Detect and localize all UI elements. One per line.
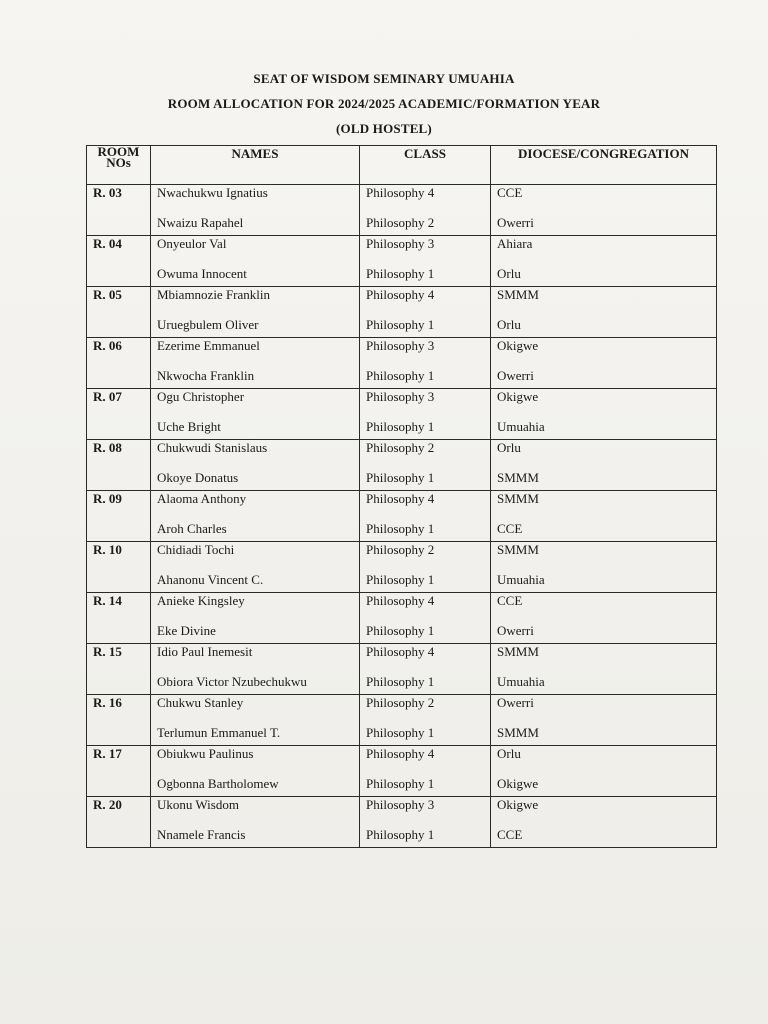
room-number-cell xyxy=(87,669,151,695)
diocese-cell: Orlu xyxy=(491,746,717,772)
table-row xyxy=(87,797,717,823)
diocese-cell: Umuahia xyxy=(491,414,717,440)
diocese-cell: SMMM xyxy=(491,287,717,313)
table-row xyxy=(87,771,717,797)
name-cell: Ogu Christopher xyxy=(151,389,360,415)
diocese-cell: Okigwe xyxy=(491,771,717,797)
name-cell: Nwaizu Rapahel xyxy=(151,210,360,236)
class-cell: Philosophy 4 xyxy=(360,287,491,313)
diocese-cell: Orlu xyxy=(491,440,717,466)
name-cell: Idio Paul Inemesit xyxy=(151,644,360,670)
class-cell: Philosophy 3 xyxy=(360,236,491,262)
table-row xyxy=(87,440,717,466)
table-row xyxy=(87,389,717,415)
diocese-cell: Okigwe xyxy=(491,389,717,415)
room-number-cell xyxy=(87,567,151,593)
names-column-header: NAMES xyxy=(151,146,360,185)
class-cell: Philosophy 1 xyxy=(360,516,491,542)
table-row xyxy=(87,185,717,211)
class-cell: Philosophy 1 xyxy=(360,822,491,848)
diocese-cell: Umuahia xyxy=(491,669,717,695)
table-row xyxy=(87,542,717,568)
name-cell: Terlumun Emmanuel T. xyxy=(151,720,360,746)
room-number-cell xyxy=(87,516,151,542)
diocese-cell: CCE xyxy=(491,822,717,848)
class-cell: Philosophy 1 xyxy=(360,669,491,695)
diocese-cell: SMMM xyxy=(491,720,717,746)
room-number-cell xyxy=(87,414,151,440)
diocese-cell: Ahiara xyxy=(491,236,717,262)
class-cell: Philosophy 1 xyxy=(360,720,491,746)
name-cell: Obiukwu Paulinus xyxy=(151,746,360,772)
class-cell: Philosophy 4 xyxy=(360,185,491,211)
diocese-cell: Umuahia xyxy=(491,567,717,593)
room-number-cell: R. 06 xyxy=(87,338,151,364)
room-number-cell xyxy=(87,261,151,287)
room-number-cell xyxy=(87,822,151,848)
diocese-cell: SMMM xyxy=(491,491,717,517)
room-number-cell xyxy=(87,312,151,338)
class-cell: Philosophy 2 xyxy=(360,440,491,466)
name-cell: Ukonu Wisdom xyxy=(151,797,360,823)
room-number-cell: R. 14 xyxy=(87,593,151,619)
class-cell: Philosophy 2 xyxy=(360,695,491,721)
table-row xyxy=(87,491,717,517)
class-cell: Philosophy 1 xyxy=(360,618,491,644)
diocese-cell: Okigwe xyxy=(491,797,717,823)
class-cell: Philosophy 1 xyxy=(360,363,491,389)
name-cell: Chidiadi Tochi xyxy=(151,542,360,568)
table-row xyxy=(87,363,717,389)
class-cell: Philosophy 4 xyxy=(360,491,491,517)
table-row xyxy=(87,695,717,721)
diocese-cell: CCE xyxy=(491,593,717,619)
table-row xyxy=(87,338,717,364)
name-cell: Ezerime Emmanuel xyxy=(151,338,360,364)
name-cell: Anieke Kingsley xyxy=(151,593,360,619)
room-number-cell: R. 15 xyxy=(87,644,151,670)
table-row xyxy=(87,669,717,695)
name-cell: Ahanonu Vincent C. xyxy=(151,567,360,593)
table-row xyxy=(87,567,717,593)
table-header-row xyxy=(87,146,717,185)
name-cell: Aroh Charles xyxy=(151,516,360,542)
room-number-cell: R. 05 xyxy=(87,287,151,313)
diocese-cell: CCE xyxy=(491,516,717,542)
table-row xyxy=(87,644,717,670)
diocese-cell: Owerri xyxy=(491,695,717,721)
class-cell: Philosophy 3 xyxy=(360,797,491,823)
table-row xyxy=(87,618,717,644)
diocese-column-header: DIOCESE/CONGREGATION xyxy=(491,146,717,185)
room-number-cell: R. 16 xyxy=(87,695,151,721)
name-cell: Nnamele Francis xyxy=(151,822,360,848)
room-number-cell: R. 17 xyxy=(87,746,151,772)
class-cell: Philosophy 1 xyxy=(360,465,491,491)
table-row xyxy=(87,516,717,542)
table-row xyxy=(87,593,717,619)
class-cell: Philosophy 4 xyxy=(360,746,491,772)
table-row xyxy=(87,312,717,338)
diocese-cell: Owerri xyxy=(491,210,717,236)
diocese-cell: Okigwe xyxy=(491,338,717,364)
name-cell: Mbiamnozie Franklin xyxy=(151,287,360,313)
class-cell: Philosophy 3 xyxy=(360,338,491,364)
name-cell: Onyeulor Val xyxy=(151,236,360,262)
class-cell: Philosophy 2 xyxy=(360,210,491,236)
class-cell: Philosophy 1 xyxy=(360,261,491,287)
diocese-cell: Owerri xyxy=(491,618,717,644)
room-number-cell: R. 10 xyxy=(87,542,151,568)
class-cell: Philosophy 1 xyxy=(360,312,491,338)
hostel-subtitle: (OLD HOSTEL) xyxy=(336,121,432,136)
name-cell: Owuma Innocent xyxy=(151,261,360,287)
diocese-cell: Orlu xyxy=(491,261,717,287)
diocese-cell: SMMM xyxy=(491,465,717,491)
seminary-title: SEAT OF WISDOM SEMINARY UMUAHIA xyxy=(253,71,515,86)
name-cell: Chukwudi Stanislaus xyxy=(151,440,360,466)
name-cell: Eke Divine xyxy=(151,618,360,644)
name-cell: Ogbonna Bartholomew xyxy=(151,771,360,797)
name-cell: Obiora Victor Nzubechukwu xyxy=(151,669,360,695)
name-cell: Uche Bright xyxy=(151,414,360,440)
table-row xyxy=(87,287,717,313)
class-cell: Philosophy 1 xyxy=(360,567,491,593)
room-number-cell: R. 04 xyxy=(87,236,151,262)
room-number-cell xyxy=(87,720,151,746)
name-cell: Uruegbulem Oliver xyxy=(151,312,360,338)
room-number-cell: R. 09 xyxy=(87,491,151,517)
class-cell: Philosophy 1 xyxy=(360,414,491,440)
diocese-cell: SMMM xyxy=(491,644,717,670)
room-column-header: ROOM NOs xyxy=(87,146,151,185)
room-number-cell: R. 03 xyxy=(87,185,151,211)
table-row xyxy=(87,261,717,287)
room-number-cell xyxy=(87,771,151,797)
name-cell: Okoye Donatus xyxy=(151,465,360,491)
room-number-cell: R. 08 xyxy=(87,440,151,466)
table-row xyxy=(87,746,717,772)
room-number-cell xyxy=(87,363,151,389)
room-allocation-table xyxy=(86,145,717,848)
table-row xyxy=(87,465,717,491)
class-cell: Philosophy 1 xyxy=(360,771,491,797)
diocese-cell: CCE xyxy=(491,185,717,211)
room-number-cell xyxy=(87,465,151,491)
class-cell: Philosophy 3 xyxy=(360,389,491,415)
diocese-cell: Orlu xyxy=(491,312,717,338)
room-number-cell: R. 07 xyxy=(87,389,151,415)
room-number-cell xyxy=(87,618,151,644)
class-cell: Philosophy 4 xyxy=(360,593,491,619)
table-row xyxy=(87,720,717,746)
allocation-title: ROOM ALLOCATION FOR 2024/2025 ACADEMIC/FORMATION YEAR xyxy=(167,96,601,111)
diocese-cell: Owerri xyxy=(491,363,717,389)
name-cell: Chukwu Stanley xyxy=(151,695,360,721)
room-number-cell: R. 20 xyxy=(87,797,151,823)
table-row xyxy=(87,210,717,236)
class-column-header: CLASS xyxy=(360,146,491,185)
table-row xyxy=(87,236,717,262)
name-cell: Alaoma Anthony xyxy=(151,491,360,517)
diocese-cell: SMMM xyxy=(491,542,717,568)
table-row xyxy=(87,822,717,848)
class-cell: Philosophy 4 xyxy=(360,644,491,670)
table-row xyxy=(87,414,717,440)
name-cell: Nkwocha Franklin xyxy=(151,363,360,389)
room-number-cell xyxy=(87,210,151,236)
class-cell: Philosophy 2 xyxy=(360,542,491,568)
name-cell: Nwachukwu Ignatius xyxy=(151,185,360,211)
